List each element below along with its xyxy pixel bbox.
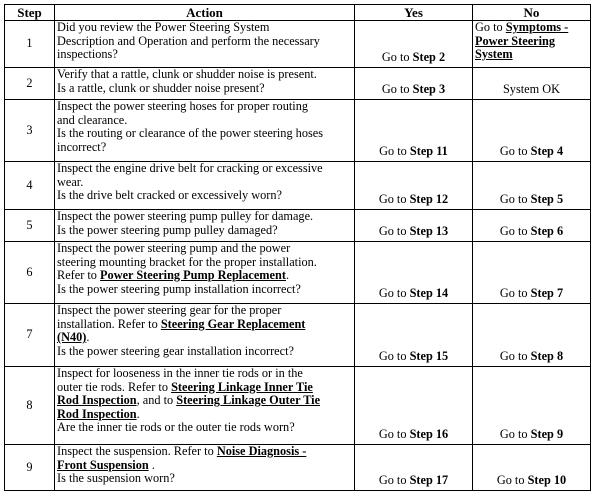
yes-cell: Go to Step 11 bbox=[355, 100, 473, 162]
step-number: 5 bbox=[5, 210, 55, 242]
step-link[interactable]: Step 3 bbox=[412, 82, 446, 97]
step-number: 2 bbox=[5, 68, 55, 100]
yes-cell: Go to Step 12 bbox=[355, 162, 473, 210]
no-cell bbox=[473, 68, 591, 100]
no-cell: Go to Symptoms - Power Steering System bbox=[473, 21, 591, 68]
step-link[interactable]: Step 15 bbox=[409, 349, 449, 364]
noise-diagnosis-link[interactable]: Front Suspension bbox=[57, 457, 149, 472]
yes-cell: Go to Step 16 bbox=[355, 367, 473, 445]
no-cell: Go to Step 5 bbox=[473, 162, 591, 210]
action-text: Is a rattle, clunk or shudder noise present? bbox=[57, 80, 265, 95]
diagnostic-table bbox=[4, 4, 591, 491]
yes-cell: Go to Step 13 bbox=[355, 210, 473, 242]
step-link[interactable]: Step 9 bbox=[530, 427, 564, 442]
table-row bbox=[5, 100, 591, 162]
table-row bbox=[5, 367, 591, 445]
yes-cell: Go to Step 17 bbox=[355, 445, 473, 491]
yes-cell: Go to Step 15 bbox=[355, 304, 473, 367]
table-row bbox=[5, 445, 591, 491]
action-cell: Inspect the power steering pump and the power steering mounting bracket for the proper installation. Refer to Power Steering Pump Replacement. Is the power steering pump installation incorrect? bbox=[55, 242, 355, 304]
no-cell: Go to Step 8 bbox=[473, 304, 591, 367]
action-cell: Inspect the power steering pump pulley for damage. Is the power steering pump pulley damaged? bbox=[55, 210, 355, 242]
action-text: inspections? bbox=[57, 47, 118, 62]
step-number: 1 bbox=[5, 21, 55, 68]
yes-cell: Go to Step 3 bbox=[355, 68, 473, 100]
action-cell: Inspect the suspension. Refer to Noise Diagnosis - Front Suspension . Is the suspension worn? bbox=[55, 445, 355, 491]
action-text: Did you review the Power Steering System bbox=[57, 20, 270, 34]
action-text: Description and Operation and perform the necessary bbox=[57, 33, 320, 48]
step-link[interactable]: Step 17 bbox=[409, 473, 449, 488]
no-cell: Go to Step 9 bbox=[473, 367, 591, 445]
step-link[interactable]: Step 14 bbox=[409, 286, 449, 301]
pump-replacement-link[interactable]: Power Steering Pump Replacement bbox=[100, 268, 286, 283]
inner-tie-rod-link[interactable]: Rod Inspection bbox=[57, 393, 137, 408]
header-row bbox=[5, 5, 591, 21]
outer-tie-rod-link[interactable]: Rod Inspection bbox=[57, 406, 137, 421]
step-link[interactable]: Step 6 bbox=[530, 224, 564, 239]
table-row bbox=[5, 304, 591, 367]
step-link[interactable]: Step 4 bbox=[530, 144, 564, 159]
system-ok-text: System OK bbox=[502, 82, 561, 97]
step-link[interactable]: Step 12 bbox=[409, 192, 449, 207]
table-row bbox=[5, 68, 591, 100]
step-number: 7 bbox=[5, 304, 55, 367]
step-link[interactable]: Step 11 bbox=[409, 144, 448, 159]
no-cell: Go to Step 6 bbox=[473, 210, 591, 242]
step-number: 3 bbox=[5, 100, 55, 162]
inner-tie-rod-link[interactable]: Steering Linkage Inner Tie bbox=[171, 379, 313, 394]
table-row bbox=[5, 162, 591, 210]
header-yes: Yes bbox=[355, 5, 473, 21]
action-cell: Inspect the power steering hoses for proper routing and clearance. Is the routing or clearance of the power steering hoses incorrect? bbox=[55, 100, 355, 162]
outer-tie-rod-link[interactable]: Steering Linkage Outer Tie bbox=[176, 393, 321, 408]
table-row bbox=[5, 242, 591, 304]
yes-cell: Go to Step 14 bbox=[355, 242, 473, 304]
step-number: 6 bbox=[5, 242, 55, 304]
gear-replacement-link[interactable]: Steering Gear Replacement bbox=[160, 316, 306, 331]
header-no: No bbox=[473, 5, 591, 21]
no-cell: Go to Step 4 bbox=[473, 100, 591, 162]
action-cell bbox=[55, 68, 355, 100]
no-cell: Go to Step 7 bbox=[473, 242, 591, 304]
action-cell: Inspect the engine drive belt for cracking or excessive wear. Is the drive belt cracked or excessively worn? bbox=[55, 162, 355, 210]
no-cell: Go to Step 10 bbox=[473, 445, 591, 491]
noise-diagnosis-link[interactable]: Noise Diagnosis - bbox=[216, 444, 307, 458]
action-text: Verify that a rattle, clunk or shudder noise is present. bbox=[57, 67, 317, 81]
action-cell: Inspect for looseness in the inner tie rods or in the outer tie rods. Refer to Steering Linkage Inner Tie Rod Inspection, and to Steering Linkage Outer Tie Rod Inspection. Are the inner tie rods or the outer tie rods worn? bbox=[55, 367, 355, 445]
step-link[interactable]: Step 8 bbox=[530, 349, 564, 364]
table-row bbox=[5, 210, 591, 242]
step-link[interactable]: Step 10 bbox=[527, 473, 567, 488]
step-link[interactable]: Step 5 bbox=[530, 192, 564, 207]
step-link[interactable]: Step 7 bbox=[530, 286, 564, 301]
header-step: Step bbox=[5, 5, 55, 21]
yes-cell: Go to Step 2 bbox=[355, 21, 473, 68]
step-link[interactable]: Step 2 bbox=[412, 50, 446, 65]
gear-replacement-link[interactable]: (N40) bbox=[57, 330, 87, 345]
table-row bbox=[5, 21, 591, 68]
step-link[interactable]: Step 16 bbox=[409, 427, 449, 442]
step-link[interactable]: Step 13 bbox=[409, 224, 449, 239]
action-cell: Inspect the power steering gear for the proper installation. Refer to Steering Gear Replacement (N40). Is the power steering gear installation incorrect? bbox=[55, 304, 355, 367]
step-number: 8 bbox=[5, 367, 55, 445]
symptoms-link[interactable]: Symptoms - Power Steering System bbox=[475, 20, 569, 62]
header-action: Action bbox=[55, 5, 355, 21]
action-cell bbox=[55, 21, 355, 68]
step-number: 9 bbox=[5, 445, 55, 491]
step-number: 4 bbox=[5, 162, 55, 210]
